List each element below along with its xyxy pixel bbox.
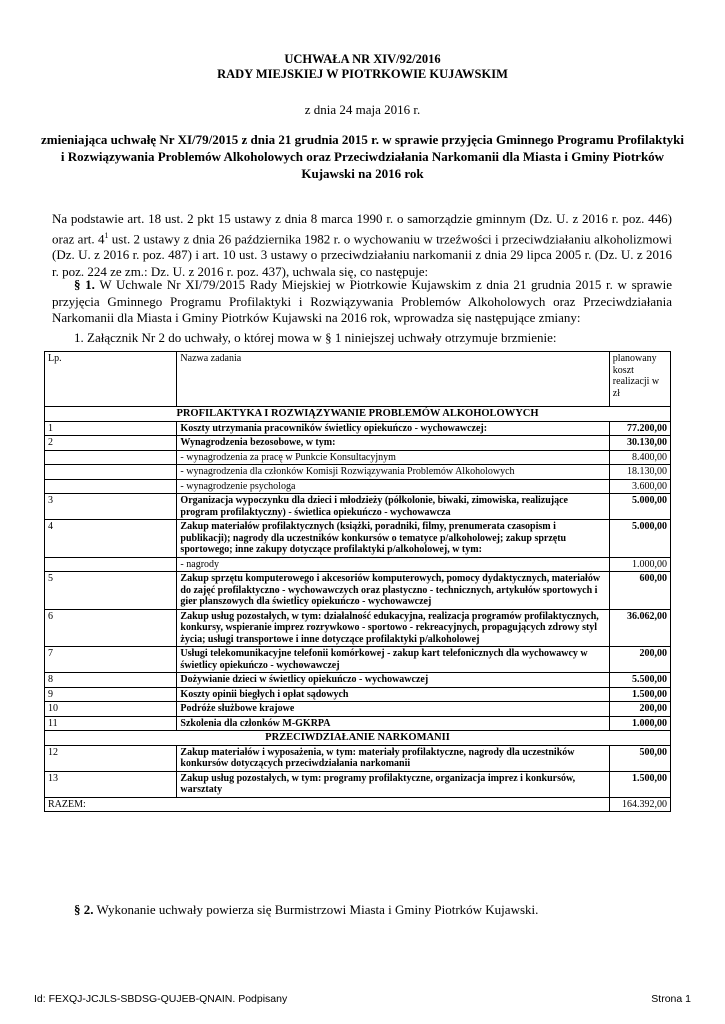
row-task-name: Dożywianie dzieci w świetlicy opiekuńczo - wychowawczej: [177, 673, 609, 688]
table-row: [45, 421, 671, 436]
table-row: [45, 557, 671, 572]
table-header-row: [45, 352, 671, 407]
document-date: z dnia 24 maja 2016 r.: [304, 102, 421, 117]
row-cost: 1.000,00: [609, 557, 670, 572]
footer-document-id: Id: FEXQJ-JCJLS-SBDSG-QUJEB-QNAIN. Podpisany: [34, 993, 288, 1005]
row-cost: 5.500,00: [609, 673, 670, 688]
table-row: [45, 436, 671, 451]
row-task-name: Zakup usług pozostałych, w tym: programy profilaktyczne, organizacja imprez i konkursów, warsztaty: [177, 771, 609, 797]
row-lp: 5: [45, 572, 177, 610]
row-cost: 18.130,00: [609, 465, 670, 480]
preamble-part-a: Na podstawie art. 18 ust. 2 pkt 15 ustawy z dnia 8 marca 1990 r. o samorządzie gminnym (Dz. U. z 2016 r. poz. 446) oraz art. 4: [52, 211, 672, 246]
document-subject: zmieniająca uchwałę Nr XI/79/2015 z dnia 21 grudnia 2015 r. w sprawie przyjęcia Gminnego Programu Profilaktyki i Rozwiązywania Problemów Alkoholowych oraz Przeciwdziałania Narkomanii dla Miasta i Gminy Piotrków Kujawski na 2016 rok: [41, 132, 684, 181]
paragraph-1: [52, 277, 672, 327]
row-cost: 1.500,00: [609, 771, 670, 797]
row-lp: 3: [45, 494, 177, 520]
total-value: 164.392,00: [609, 797, 670, 812]
header-cost: planowany koszt realizacji w zł: [609, 352, 670, 407]
paragraph-2-label: § 2.: [74, 902, 94, 917]
row-lp: 9: [45, 687, 177, 702]
row-cost: 200,00: [609, 702, 670, 717]
row-task-name: Zakup sprzętu komputerowego i akcesoriów komputerowych, pomocy dydaktycznych, materiałów do zajęć profilaktyczno - wychowawczych oraz plastyczno - technicznych, artykułów sportowych i gier planszowych dla świetlicy opiekuńczo - wychowawczej: [177, 572, 609, 610]
table-row: [45, 520, 671, 558]
row-lp: 6: [45, 609, 177, 647]
row-lp: 12: [45, 745, 177, 771]
row-task-name: Koszty opinii biegłych i opłat sądowych: [177, 687, 609, 702]
row-lp: [45, 479, 177, 494]
row-cost: 5.000,00: [609, 520, 670, 558]
row-cost: 30.130,00: [609, 436, 670, 451]
row-task-name: - wynagrodzenia za pracę w Punkcie Konsultacyjnym: [177, 450, 609, 465]
preamble-superscript: 1: [104, 230, 109, 240]
section-title-drugs: PRZECIWDZIAŁANIE NARKOMANII: [45, 731, 671, 746]
row-task-name: - nagrody: [177, 557, 609, 572]
budget-table: [44, 351, 671, 812]
table-row: [45, 673, 671, 688]
row-cost: 36.062,00: [609, 609, 670, 647]
point-1: 1. Załącznik Nr 2 do uchwały, o której mowa w § 1 niniejszej uchwały otrzymuje brzmienie:: [74, 330, 557, 345]
row-task-name: Szkolenia dla członków M-GKRPA: [177, 716, 609, 731]
table-row: [45, 687, 671, 702]
row-task-name: Wynagrodzenia bezosobowe, w tym:: [177, 436, 609, 451]
row-task-name: Podróże służbowe krajowe: [177, 702, 609, 717]
table-row: [45, 702, 671, 717]
preamble-part-b: ust. 2 ustawy z dnia 26 października 1982 r. o wychowaniu w trzeźwości i przeciwdziałaniu alkoholizmowi (Dz. U. z 2016 r. poz. 487) i art. 10 ust. 3 ustawy o przeciwdziałaniu narkomanii z dnia 29 lipca 2005 r. (Dz. U. z 2016 r. poz. 224 ze zm.: Dz. U. z 2016 r. poz. 437), uchwala się, co następuje:: [52, 230, 672, 279]
table-row: [45, 450, 671, 465]
section-row-drugs: [45, 731, 671, 746]
section-row-alcohol: [45, 407, 671, 422]
row-cost: 5.000,00: [609, 494, 670, 520]
row-lp: 11: [45, 716, 177, 731]
row-cost: 500,00: [609, 745, 670, 771]
row-cost: 1.500,00: [609, 687, 670, 702]
row-cost: 1.000,00: [609, 716, 670, 731]
table-row: [45, 609, 671, 647]
row-cost: 77.200,00: [609, 421, 670, 436]
row-cost: 200,00: [609, 647, 670, 673]
title-line-2: RADY MIEJSKIEJ W PIOTRKOWIE KUJAWSKIM: [217, 67, 508, 81]
row-lp: 7: [45, 647, 177, 673]
total-label: RAZEM:: [45, 797, 610, 812]
row-cost: 600,00: [609, 572, 670, 610]
table-row: [45, 716, 671, 731]
paragraph-1-text: W Uchwale Nr XI/79/2015 Rady Miejskiej w Piotrkowie Kujawskim z dnia 21 grudnia 2015 r. w sprawie przyjęcia Gminnego Programu Profilaktyki i Rozwiązywania Problemów Alkoholowych oraz Przeciwdziałania Narkomanii dla Miasta i Gminy Piotrków Kujawski na 2016 rok, wprowadza się następujące zmiany:: [52, 277, 672, 325]
row-lp: 8: [45, 673, 177, 688]
row-lp: 4: [45, 520, 177, 558]
row-lp: [45, 557, 177, 572]
row-cost: 8.400,00: [609, 450, 670, 465]
row-task-name: Zakup materiałów i wyposażenia, w tym: materiały profilaktyczne, nagrody dla uczestników konkursów dotyczących przeciwdziałania narkomanii: [177, 745, 609, 771]
footer-page-number: Strona 1: [651, 993, 691, 1005]
row-lp: 10: [45, 702, 177, 717]
paragraph-1-label: § 1.: [74, 277, 95, 292]
table-row: [45, 494, 671, 520]
row-task-name: - wynagrodzenia dla członków Komisji Rozwiązywania Problemów Alkoholowych: [177, 465, 609, 480]
row-task-name: Koszty utrzymania pracowników świetlicy opiekuńczo - wychowawczej:: [177, 421, 609, 436]
section-title-alcohol: PROFILAKTYKA I ROZWIĄZYWANIE PROBLEMÓW ALKOHOLOWYCH: [45, 407, 671, 422]
paragraph-2-text: Wykonanie uchwały powierza się Burmistrzowi Miasta i Gminy Piotrków Kujawski.: [93, 902, 539, 917]
row-cost: 3.600,00: [609, 479, 670, 494]
row-lp: [45, 465, 177, 480]
table-row: [45, 647, 671, 673]
header-task-name: Nazwa zadania: [177, 352, 609, 407]
row-task-name: Zakup materiałów profilaktycznych (książki, poradniki, filmy, prenumerata czasopism i publikacji); nagrody dla uczestników konkursów o tematyce p/alkoholowej; zakup sprzętu sportowego; inne zakupy dotyczące profilaktyki p/alkoholowej, w tym:: [177, 520, 609, 558]
total-row: [45, 797, 671, 812]
row-lp: 13: [45, 771, 177, 797]
paragraph-2: [74, 902, 674, 919]
table-row: [45, 745, 671, 771]
row-task-name: - wynagrodzenie psychologa: [177, 479, 609, 494]
row-lp: [45, 450, 177, 465]
row-task-name: Usługi telekomunikacyjne telefonii komórkowej - zakup kart telefonicznych dla wychowawcy w świetlicy opiekuńczo - wychowawczej: [177, 647, 609, 673]
document-title: [0, 52, 725, 82]
table-row: [45, 771, 671, 797]
row-lp: 1: [45, 421, 177, 436]
table-row: [45, 465, 671, 480]
row-task-name: Organizacja wypoczynku dla dzieci i młodzieży (półkolonie, biwaki, zimowiska, realizujące program profilaktyczny) - świetlica opiekuńczo - wychowawcza: [177, 494, 609, 520]
preamble: [52, 211, 672, 280]
table-row: [45, 572, 671, 610]
row-lp: 2: [45, 436, 177, 451]
row-task-name: Zakup usług pozostałych, w tym: działalność edukacyjna, realizacja programów profilaktycznych, konkursy, wspieranie imprez rozrywkowo - sportowo - rekreacyjnych, propagujących zdrowy styl życia; usługi transportowe i inne dotyczące profilaktyki p/alkoholowej: [177, 609, 609, 647]
header-lp: Lp.: [45, 352, 177, 407]
title-line-1: UCHWAŁA NR XIV/92/2016: [284, 52, 441, 66]
table-row: [45, 479, 671, 494]
